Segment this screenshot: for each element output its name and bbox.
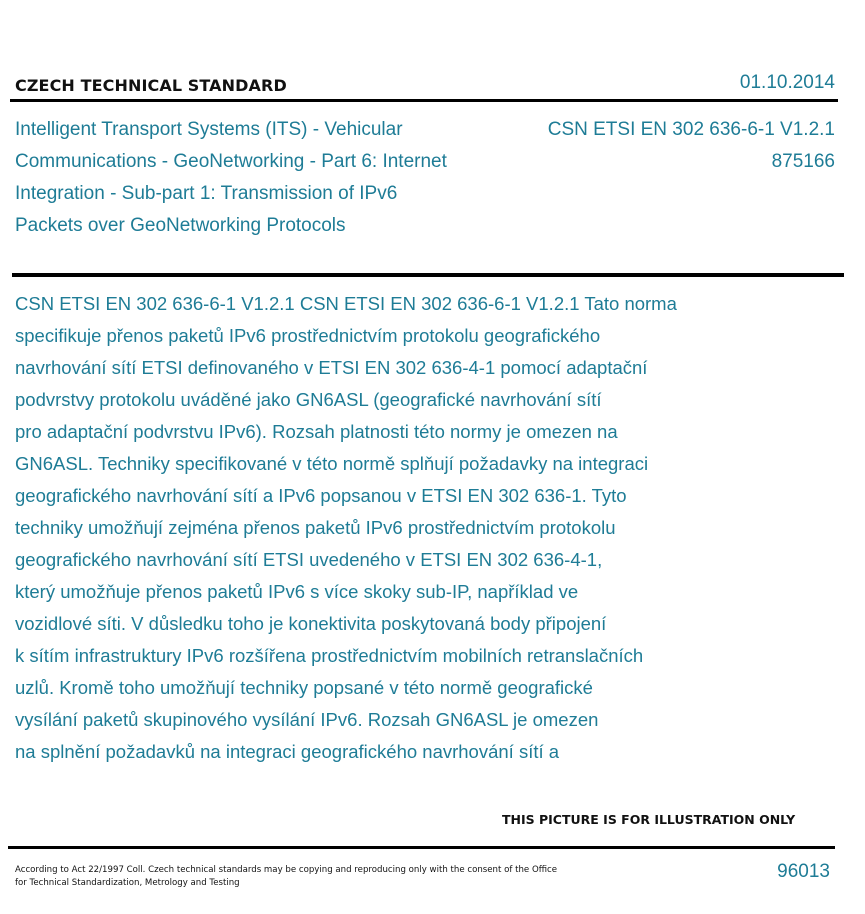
- abstract-line: pro adaptační podvrstvu IPv6). Rozsah platnosti této normy je omezen na: [15, 421, 618, 442]
- standard-designation: CSN ETSI EN 302 636-6-1 V1.2.1: [547, 119, 835, 140]
- catalog-number: 875166: [771, 151, 835, 172]
- abstract-line: navrhování sítí ETSI definovaného v ETSI EN 302 636-4-1 pomocí adaptační: [15, 357, 648, 378]
- title-line: Communications - GeoNetworking - Part 6: Internet: [15, 151, 447, 172]
- abstract-line: vysílání paketů skupinového vysílání IPv6. Rozsah GN6ASL je omezen: [15, 709, 599, 730]
- illustration-notice: THIS PICTURE IS FOR ILLUSTRATION ONLY: [502, 812, 796, 827]
- abstract-line: specifikuje přenos paketů IPv6 prostřednictvím protokolu geografického: [15, 325, 601, 346]
- title-line: Packets over GeoNetworking Protocols: [15, 215, 346, 236]
- abstract-line: který umožňuje přenos paketů IPv6 s více skoky sub-IP, například ve: [15, 581, 579, 602]
- abstract-line: uzlů. Kromě toho umožňují techniky popsané v této normě geografické: [15, 677, 593, 698]
- document-category-label: CZECH TECHNICAL STANDARD: [15, 76, 287, 95]
- abstract-line: podvrstvy protokolu uváděné jako GN6ASL (geografické navrhování sítí: [15, 389, 602, 410]
- abstract-line: CSN ETSI EN 302 636-6-1 V1.2.1 CSN ETSI EN 302 636-6-1 V1.2.1 Tato norma: [15, 293, 677, 314]
- abstract-line: na splnění požadavků na integraci geografického navrhování sítí a: [15, 741, 560, 762]
- footer-number: 96013: [777, 861, 830, 882]
- abstract-line: k sítím infrastruktury IPv6 rozšířena prostřednictvím mobilních retranslačních: [15, 645, 644, 666]
- standard-code-block: [548, 114, 835, 178]
- abstract-text: [15, 288, 805, 768]
- standard-title: [15, 114, 515, 242]
- abstract-line: geografického navrhování sítí ETSI uvedeného v ETSI EN 302 636-4-1,: [15, 549, 603, 570]
- abstract-line: vozidlové síti. V důsledku toho je konektivita poskytovaná body připojení: [15, 613, 607, 634]
- title-line: Intelligent Transport Systems (ITS) - Vehicular: [15, 119, 403, 140]
- title-line: Integration - Sub-part 1: Transmission of IPv6: [15, 183, 398, 204]
- abstract-line: geografického navrhování sítí a IPv6 popsanou v ETSI EN 302 636-1. Tyto: [15, 485, 627, 506]
- publication-date: 01.10.2014: [739, 72, 835, 93]
- copyright-line: for Technical Standardization, Metrology and Testing: [15, 878, 240, 888]
- bottom-divider: [8, 846, 835, 849]
- top-divider: [10, 99, 838, 102]
- abstract-line: GN6ASL. Techniky specifikované v této normě splňují požadavky na integraci: [15, 453, 649, 474]
- copyright-line: According to Act 22/1997 Coll. Czech technical standards may be copying and reproducing only with the consent of the Office: [15, 865, 558, 875]
- copyright-notice: [15, 864, 605, 890]
- middle-divider: [12, 273, 844, 277]
- abstract-line: techniky umožňují zejména přenos paketů IPv6 prostřednictvím protokolu: [15, 517, 616, 538]
